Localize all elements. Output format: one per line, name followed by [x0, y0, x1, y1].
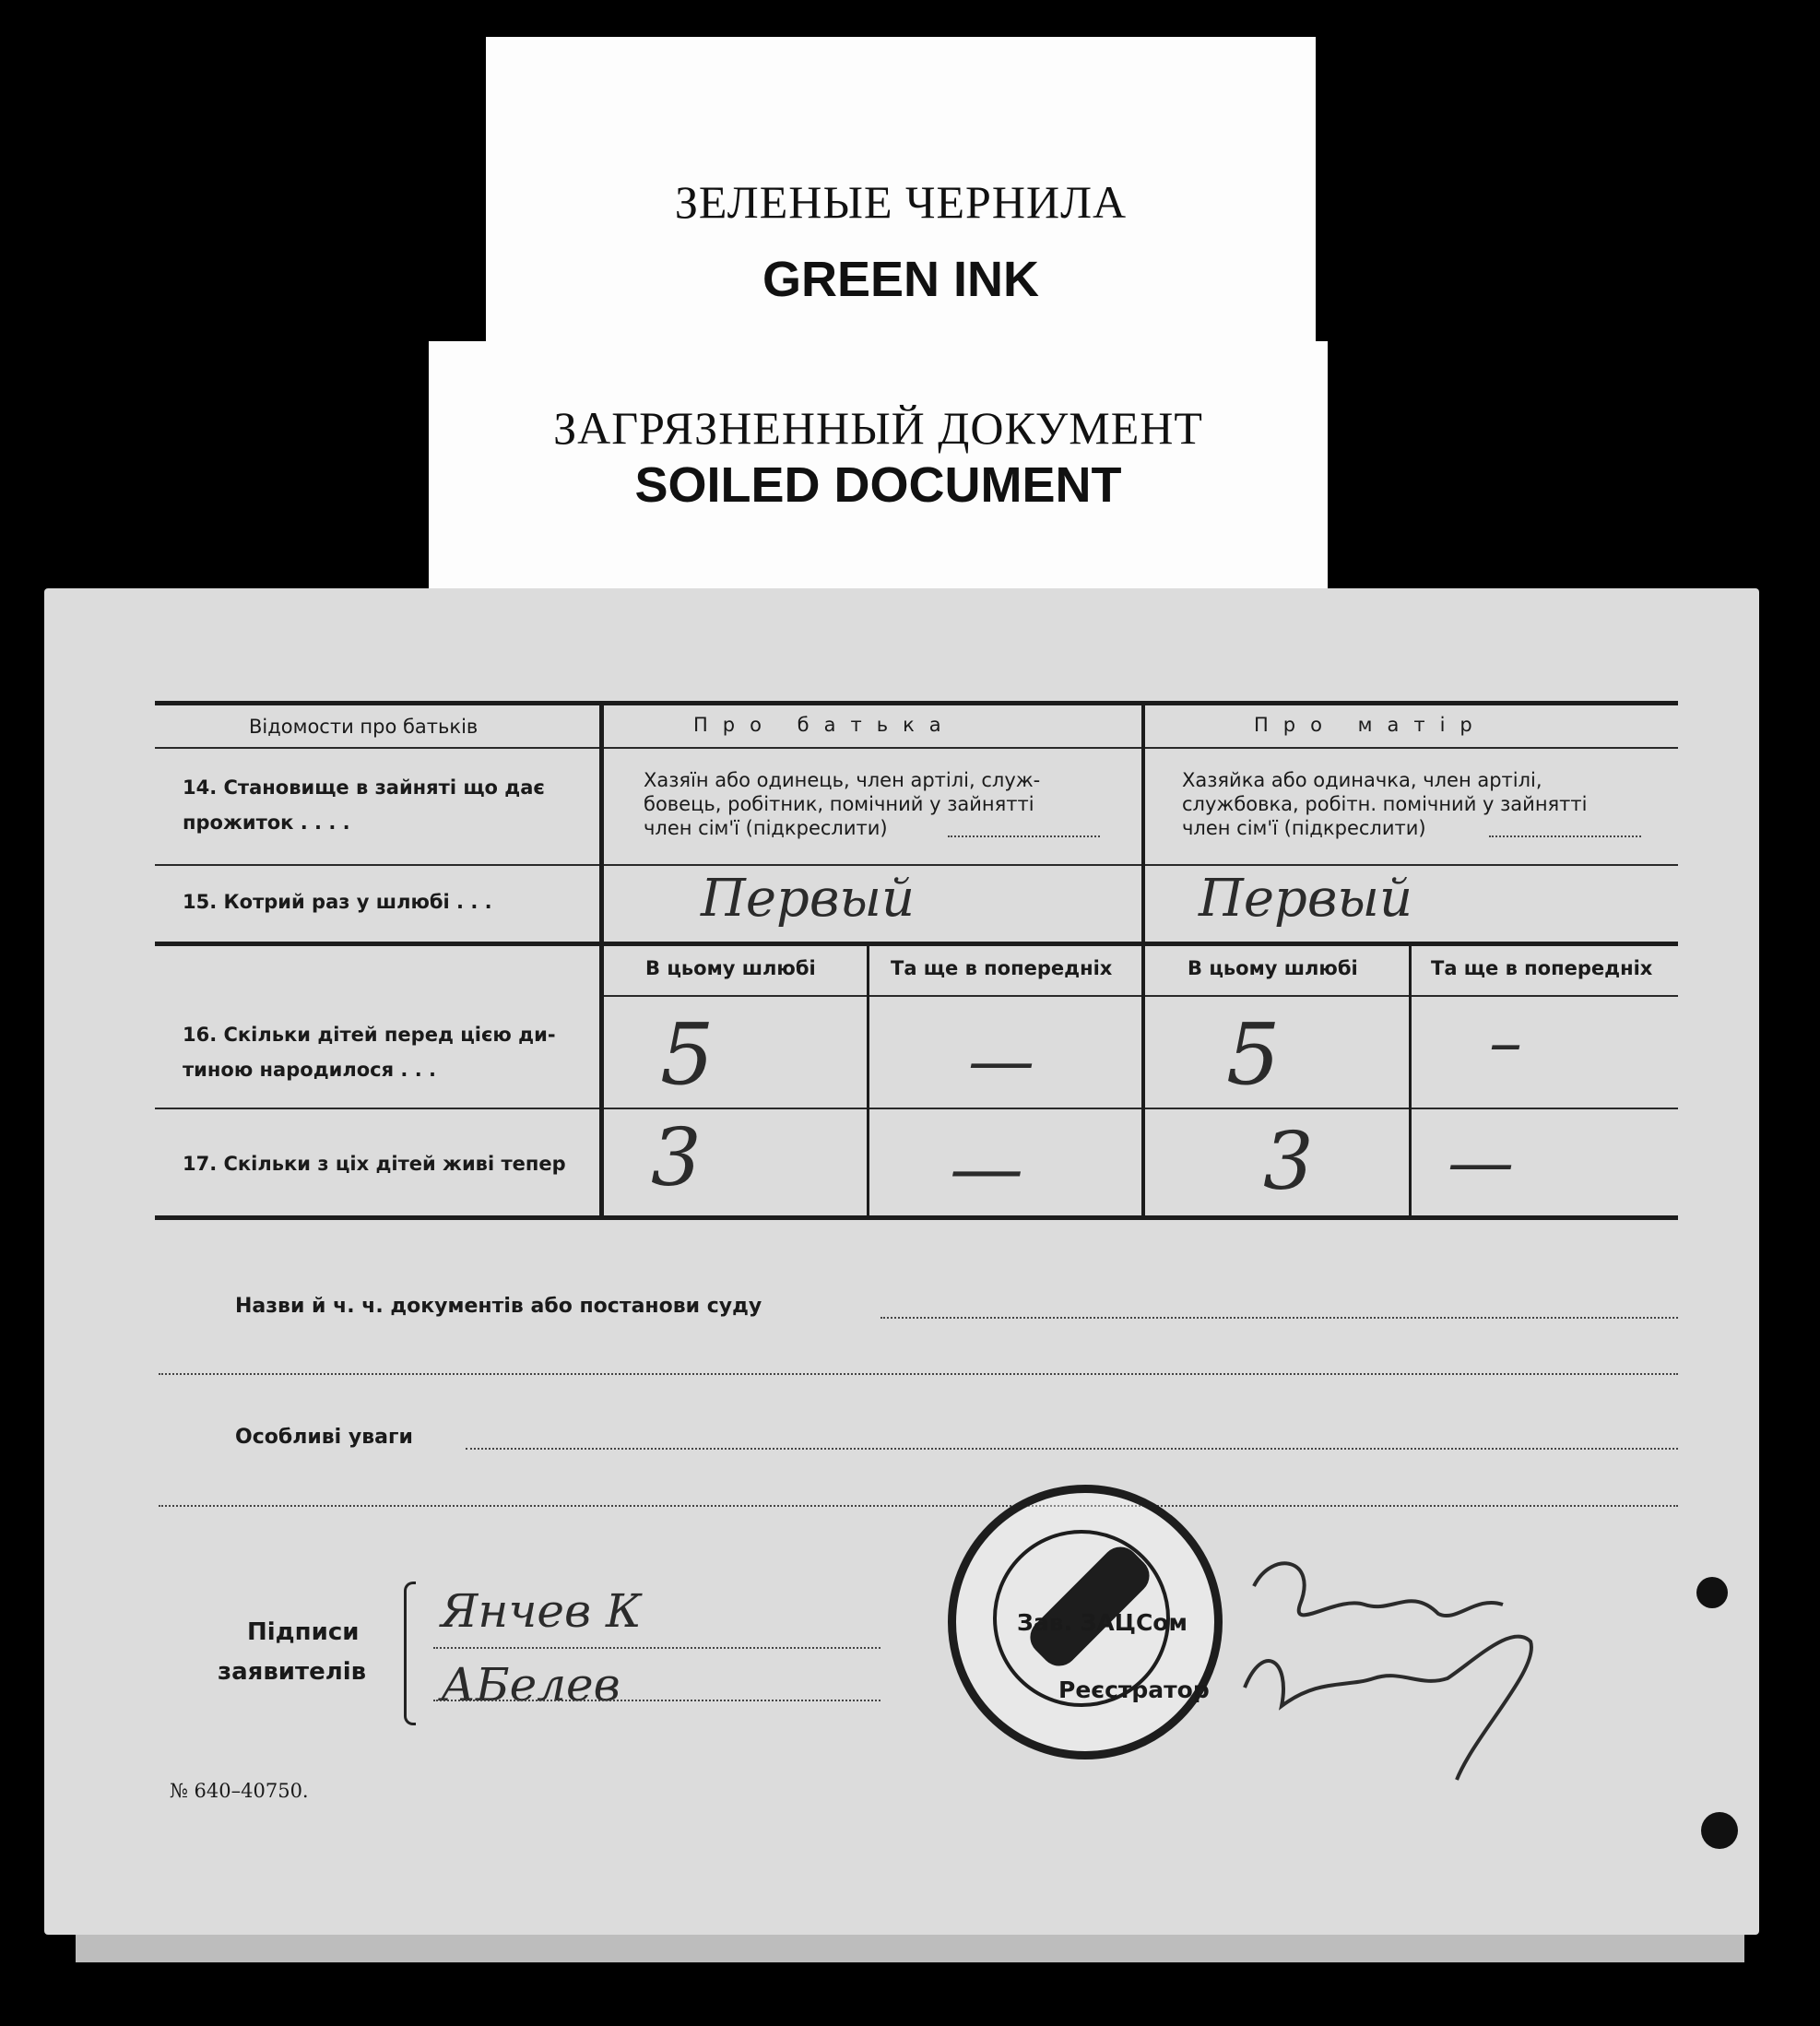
form-number: № 640–40750. [170, 1780, 309, 1802]
row16-label-line1: 16. Скільки дітей перед цією ди- [183, 1024, 556, 1046]
official-signatures [1235, 1549, 1567, 1789]
row14-label-line1: 14. Становище в зайняті що дає [183, 776, 545, 799]
father-this-marriage-header: В цьому шлюбі [645, 957, 816, 979]
notes-dots-line1 [466, 1448, 1678, 1450]
documents-dots-line2 [159, 1373, 1678, 1375]
applicant-signature-2: АБелев [441, 1658, 620, 1712]
punch-hole-top [1696, 1577, 1728, 1608]
signatures-label-line2: заявителів [218, 1658, 367, 1686]
registrar-label: Реєстратор [1058, 1676, 1210, 1703]
header-father: Про батька [693, 714, 956, 736]
father-children-living-previous: — [950, 1125, 1023, 1211]
signatures-label-line1: Підписи [247, 1618, 360, 1646]
mother-children-before: 5 [1226, 1005, 1281, 1104]
mother-occupation-line2: службовка, робітн. помічний у зайнятті [1182, 793, 1588, 815]
signatures-brace [404, 1582, 416, 1725]
soiled-document-russian-text: ЗАГРЯЗНЕННЫЙ ДОКУМЕНТ [553, 402, 1203, 454]
father-occupation-dots [948, 835, 1100, 837]
table-top-rule [155, 701, 1678, 705]
documents-label: Назви й ч. ч. документів або постанови суду [235, 1295, 762, 1318]
mother-children-living: 3 [1263, 1116, 1314, 1208]
col-divider-parents [1141, 704, 1145, 1217]
signature-line-1 [433, 1647, 880, 1649]
mother-children-before-previous: – [1489, 1003, 1522, 1081]
father-children-living: 3 [651, 1112, 702, 1204]
documents-dots-line1 [880, 1317, 1678, 1319]
row17-label: 17. Скільки з ціх дітей живі тепер [183, 1153, 566, 1175]
punch-hole-bottom [1701, 1812, 1738, 1849]
col-divider-father-sub [867, 944, 869, 1217]
table-bottom-rule [155, 1215, 1678, 1220]
row14-label-line2: прожиток . . . . [183, 812, 350, 834]
signature-line-2 [433, 1700, 880, 1701]
notes-label: Особливі уваги [235, 1426, 413, 1449]
mother-occupation-line3: член сім'ї (підкреслити) [1182, 817, 1426, 839]
row15-rule [155, 942, 1678, 946]
green-ink-russian-text: ЗЕЛЕНЫЕ ЧЕРНИЛА [674, 176, 1128, 228]
col-divider-mother-sub [1409, 944, 1412, 1217]
father-occupation-line1: Хазяїн або одинець, член артілі, служ- [644, 769, 1041, 791]
row15-label: 15. Котрий раз у шлюбі . . . [183, 891, 492, 913]
father-occupation-line3: член сім'ї (підкреслити) [644, 817, 888, 839]
header-rule [155, 747, 1678, 749]
mother-occupation-dots [1489, 835, 1641, 837]
row16-label-line2: тиною народилося . . . [183, 1059, 436, 1081]
green-ink-english-text: GREEN INK [762, 252, 1040, 307]
father-occupation-line2: бовець, робітник, помічний у зайнятті [644, 793, 1034, 815]
notes-dots-line2 [159, 1505, 1678, 1507]
mother-previous-header: Та ще в попередніх [1431, 957, 1653, 979]
applicant-signature-1: Янчев К [441, 1584, 642, 1638]
father-previous-header: Та ще в попередніх [891, 957, 1113, 979]
row16-rule [155, 1108, 1678, 1109]
soiled-document-english-text: SOILED DOCUMENT [634, 457, 1122, 513]
mother-marriage-count: Первый [1199, 869, 1413, 929]
mother-children-living-previous: — [1448, 1123, 1514, 1201]
father-marriage-count: Первый [701, 869, 916, 929]
mother-this-marriage-header: В цьому шлюбі [1188, 957, 1358, 979]
registry-head-label: Зав. ЗАЦСом [1017, 1609, 1188, 1636]
header-mother: Про матір [1254, 714, 1487, 736]
col-divider-info [599, 704, 604, 1217]
father-children-before: 5 [660, 1005, 715, 1104]
header-info: Відомости про батьків [249, 716, 479, 738]
mother-occupation-line1: Хазяйка або одиначка, член артілі, [1182, 769, 1542, 791]
row14-rule [155, 864, 1678, 866]
father-children-before-previous: — [968, 1022, 1034, 1099]
